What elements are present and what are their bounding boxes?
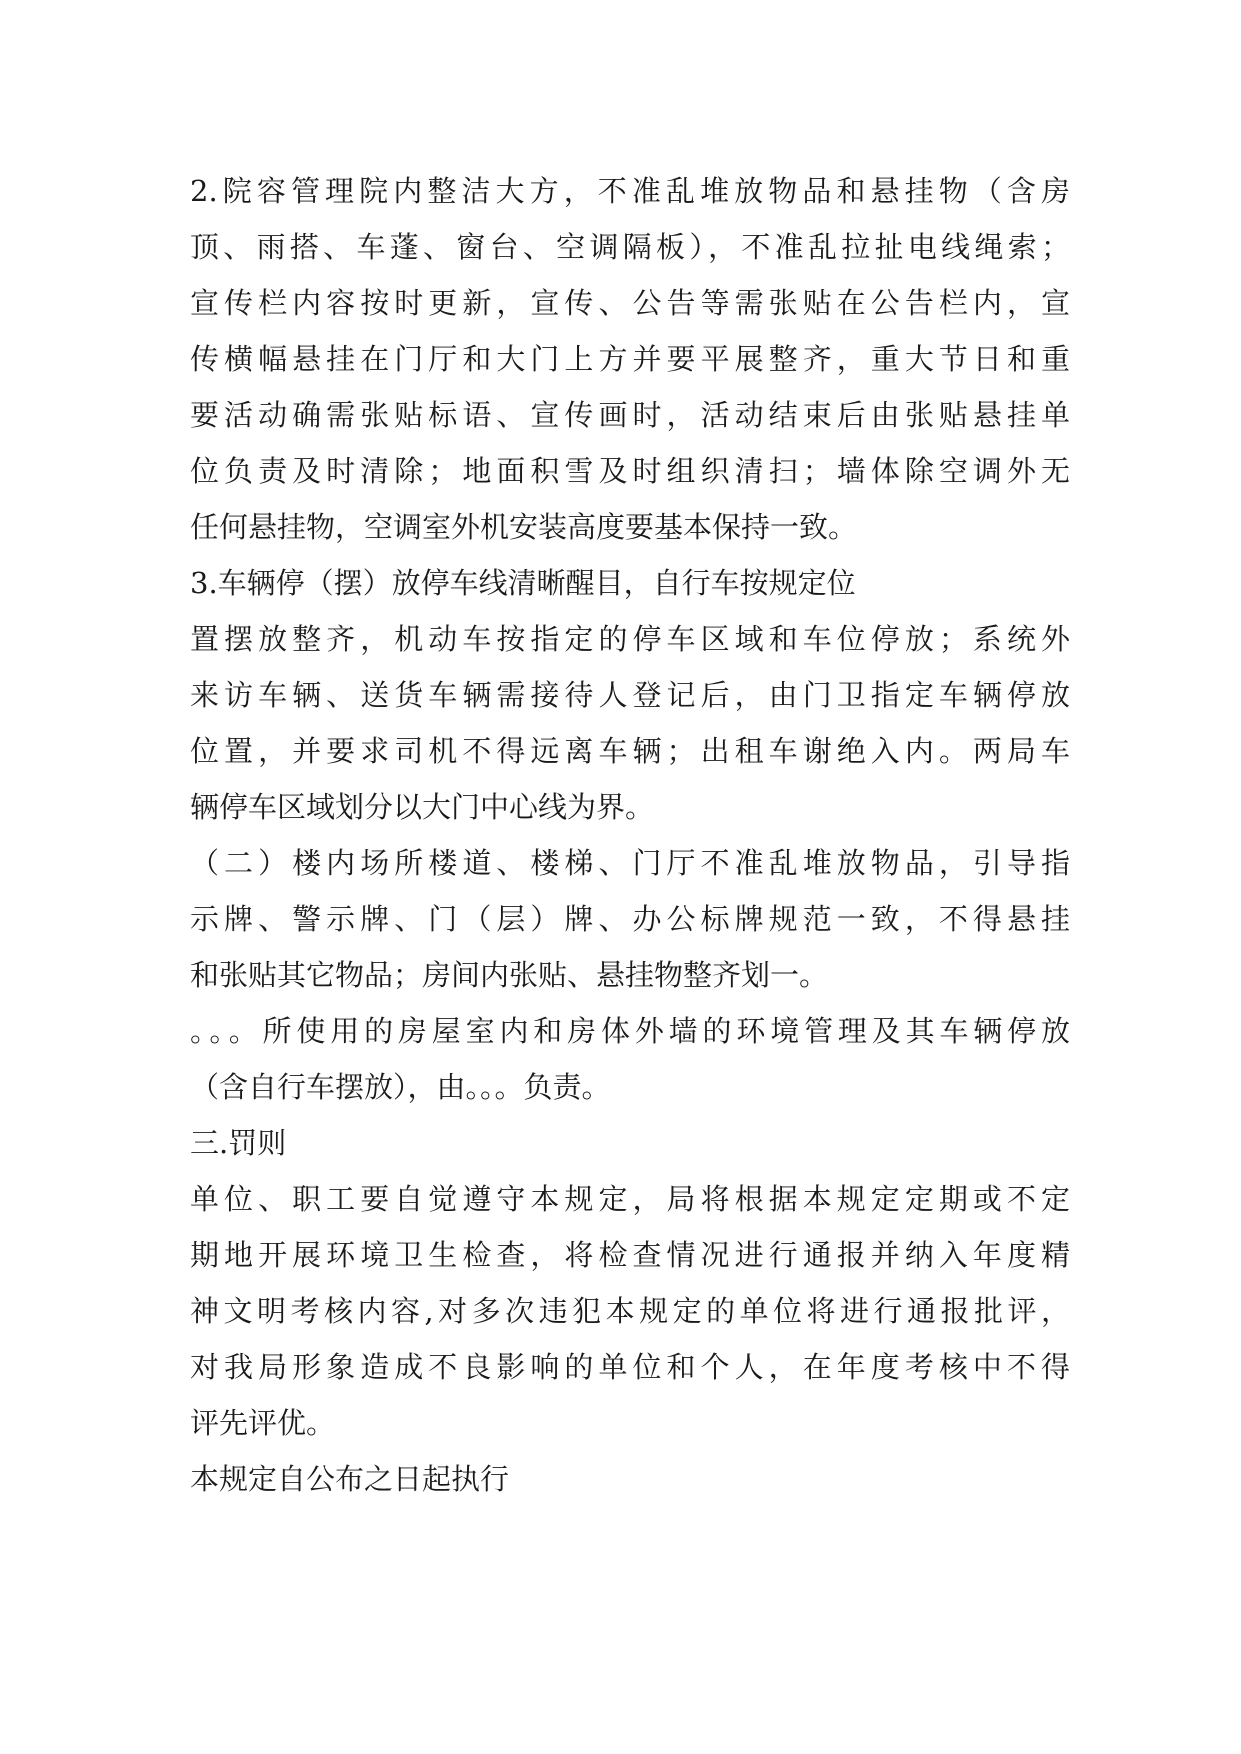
text-line: 传横幅悬挂在门厅和大门上方并要平展整齐，重大节日和重 (190, 342, 1070, 376)
text-line: 期地开展环境卫生检查，将检查情况进行通报并纳入年度精 (190, 1238, 1070, 1272)
text-line: 。。。所使用的房屋室内和房体外墙的环境管理及其车辆停放 (190, 1014, 1070, 1048)
text-line: 置摆放整齐，机动车按指定的停车区域和车位停放；系统外 (190, 622, 1070, 656)
text-line: 位负责及时清除；地面积雪及时组织清扫；墙体除空调外无 (190, 454, 1070, 488)
document-body (190, 163, 1070, 1507)
text-line: 3.车辆停（摆）放停车线清晰醒目，自行车按规定位 (190, 566, 856, 600)
text-line: 本规定自公布之日起执行 (190, 1462, 510, 1496)
text-line: （含自行车摆放），由。。。负责。 (190, 1070, 611, 1104)
text-line: 位置，并要求司机不得远离车辆；出租车谢绝入内。两局车 (190, 734, 1070, 768)
text-line: 单位、职工要自觉遵守本规定，局将根据本规定定期或不定 (190, 1182, 1070, 1216)
text-line: 评先评优。 (190, 1406, 336, 1440)
text-line: 示牌、警示牌、门（层）牌、办公标牌规范一致，不得悬挂 (190, 902, 1070, 936)
text-line: 三.罚则 (190, 1126, 287, 1160)
text-line: 顶、雨搭、车蓬、窗台、空调隔板），不准乱拉扯电线绳索； (190, 230, 1070, 264)
text-line: （二）楼内场所楼道、楼梯、门厅不准乱堆放物品，引导指 (190, 846, 1070, 880)
text-line: 宣传栏内容按时更新，宣传、公告等需张贴在公告栏内，宣 (190, 286, 1070, 320)
text-line: 和张贴其它物品；房间内张贴、悬挂物整齐划一。 (190, 958, 829, 992)
text-line: 神文明考核内容,对多次违犯本规定的单位将进行通报批评， (190, 1294, 1070, 1328)
text-line: 2.院容管理院内整洁大方，不准乱堆放物品和悬挂物（含房 (190, 174, 1070, 208)
text-line: 来访车辆、送货车辆需接待人登记后，由门卫指定车辆停放 (190, 678, 1070, 712)
text-line: 辆停车区域划分以大门中心线为界。 (190, 790, 655, 824)
text-line: 要活动确需张贴标语、宣传画时，活动结束后由张贴悬挂单 (190, 398, 1070, 432)
text-line: 任何悬挂物，空调室外机安装高度要基本保持一致。 (190, 510, 858, 544)
text-line: 对我局形象造成不良影响的单位和个人，在年度考核中不得 (190, 1350, 1070, 1384)
